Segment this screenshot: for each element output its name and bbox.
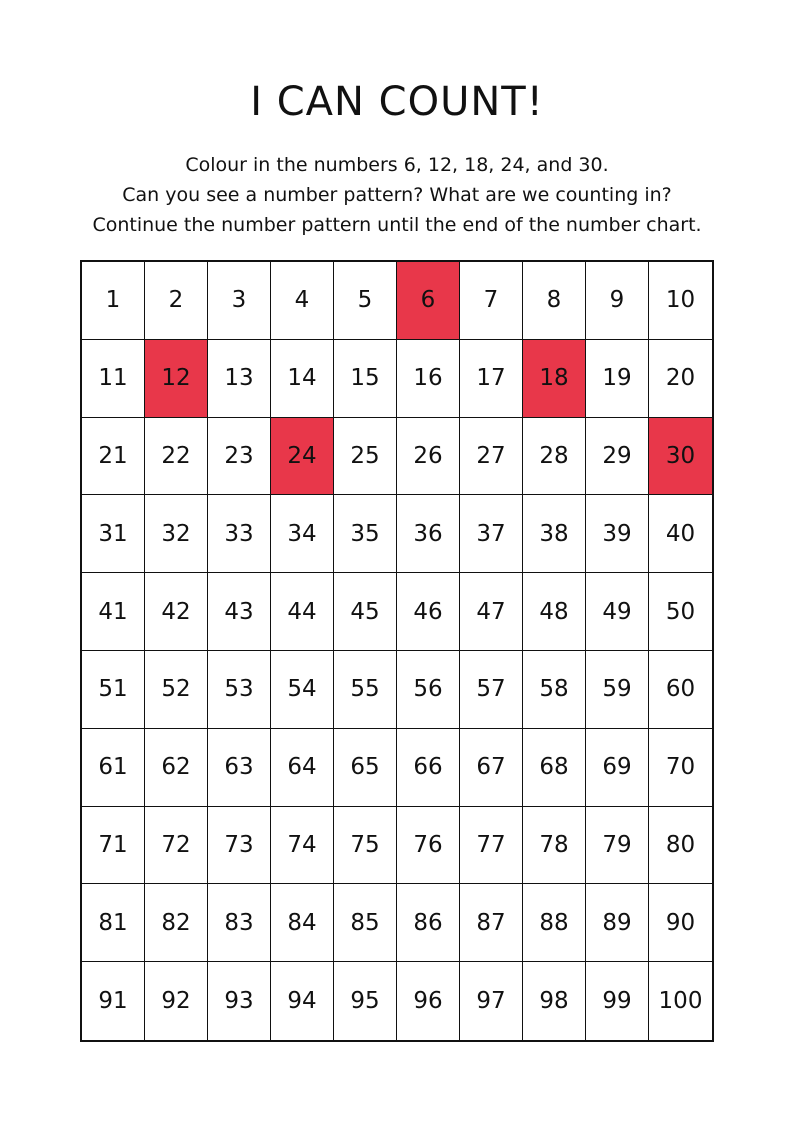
chart-cell[interactable]: 79 bbox=[586, 807, 649, 885]
chart-cell[interactable]: 36 bbox=[397, 495, 460, 573]
chart-cell[interactable]: 88 bbox=[523, 884, 586, 962]
chart-cell[interactable]: 40 bbox=[649, 495, 712, 573]
chart-cell-coloured[interactable]: 24 bbox=[271, 418, 334, 496]
chart-cell[interactable]: 68 bbox=[523, 729, 586, 807]
chart-cell[interactable]: 43 bbox=[208, 573, 271, 651]
chart-cell[interactable]: 56 bbox=[397, 651, 460, 729]
chart-cell[interactable]: 14 bbox=[271, 340, 334, 418]
chart-cell[interactable]: 77 bbox=[460, 807, 523, 885]
chart-cell[interactable]: 39 bbox=[586, 495, 649, 573]
chart-cell[interactable]: 75 bbox=[334, 807, 397, 885]
chart-cell[interactable]: 35 bbox=[334, 495, 397, 573]
chart-cell[interactable]: 73 bbox=[208, 807, 271, 885]
chart-cell[interactable]: 59 bbox=[586, 651, 649, 729]
chart-cell[interactable]: 10 bbox=[649, 262, 712, 340]
chart-cell[interactable]: 76 bbox=[397, 807, 460, 885]
chart-cell[interactable]: 70 bbox=[649, 729, 712, 807]
chart-cell[interactable]: 71 bbox=[82, 807, 145, 885]
chart-cell[interactable]: 28 bbox=[523, 418, 586, 496]
chart-cell[interactable]: 91 bbox=[82, 962, 145, 1040]
chart-cell[interactable]: 53 bbox=[208, 651, 271, 729]
chart-cell[interactable]: 93 bbox=[208, 962, 271, 1040]
chart-cell[interactable]: 99 bbox=[586, 962, 649, 1040]
chart-cell[interactable]: 38 bbox=[523, 495, 586, 573]
chart-cell[interactable]: 69 bbox=[586, 729, 649, 807]
chart-cell[interactable]: 67 bbox=[460, 729, 523, 807]
chart-cell[interactable]: 5 bbox=[334, 262, 397, 340]
chart-cell[interactable]: 8 bbox=[523, 262, 586, 340]
chart-cell[interactable]: 1 bbox=[82, 262, 145, 340]
chart-cell[interactable]: 50 bbox=[649, 573, 712, 651]
chart-cell[interactable]: 80 bbox=[649, 807, 712, 885]
chart-cell[interactable]: 44 bbox=[271, 573, 334, 651]
chart-cell[interactable]: 22 bbox=[145, 418, 208, 496]
chart-cell[interactable]: 60 bbox=[649, 651, 712, 729]
chart-cell[interactable]: 58 bbox=[523, 651, 586, 729]
chart-cell[interactable]: 16 bbox=[397, 340, 460, 418]
chart-cell[interactable]: 32 bbox=[145, 495, 208, 573]
chart-cell[interactable]: 37 bbox=[460, 495, 523, 573]
chart-cell[interactable]: 51 bbox=[82, 651, 145, 729]
chart-cell[interactable]: 66 bbox=[397, 729, 460, 807]
chart-cell[interactable]: 54 bbox=[271, 651, 334, 729]
instruction-line: Colour in the numbers 6, 12, 18, 24, and 30. bbox=[185, 154, 609, 176]
chart-cell[interactable]: 20 bbox=[649, 340, 712, 418]
chart-cell[interactable]: 49 bbox=[586, 573, 649, 651]
chart-cell[interactable]: 9 bbox=[586, 262, 649, 340]
chart-cell[interactable]: 82 bbox=[145, 884, 208, 962]
chart-cell[interactable]: 15 bbox=[334, 340, 397, 418]
worksheet-title: I CAN COUNT! bbox=[250, 79, 544, 125]
chart-cell[interactable]: 7 bbox=[460, 262, 523, 340]
chart-cell[interactable]: 46 bbox=[397, 573, 460, 651]
chart-cell[interactable]: 78 bbox=[523, 807, 586, 885]
chart-cell[interactable]: 97 bbox=[460, 962, 523, 1040]
chart-cell[interactable]: 87 bbox=[460, 884, 523, 962]
chart-cell[interactable]: 95 bbox=[334, 962, 397, 1040]
chart-cell[interactable]: 34 bbox=[271, 495, 334, 573]
chart-cell[interactable]: 55 bbox=[334, 651, 397, 729]
chart-cell[interactable]: 94 bbox=[271, 962, 334, 1040]
chart-cell[interactable]: 29 bbox=[586, 418, 649, 496]
instructions bbox=[0, 150, 794, 240]
chart-cell[interactable]: 4 bbox=[271, 262, 334, 340]
chart-cell[interactable]: 17 bbox=[460, 340, 523, 418]
chart-cell[interactable]: 25 bbox=[334, 418, 397, 496]
chart-cell[interactable]: 84 bbox=[271, 884, 334, 962]
instruction-line: Can you see a number pattern? What are we counting in? bbox=[122, 184, 672, 206]
chart-cell[interactable]: 2 bbox=[145, 262, 208, 340]
chart-cell[interactable]: 13 bbox=[208, 340, 271, 418]
chart-cell-coloured[interactable]: 12 bbox=[145, 340, 208, 418]
chart-cell[interactable]: 26 bbox=[397, 418, 460, 496]
hundred-chart bbox=[80, 260, 714, 1042]
chart-cell[interactable]: 45 bbox=[334, 573, 397, 651]
chart-cell[interactable]: 83 bbox=[208, 884, 271, 962]
chart-cell[interactable]: 27 bbox=[460, 418, 523, 496]
chart-cell-coloured[interactable]: 30 bbox=[649, 418, 712, 496]
chart-cell[interactable]: 21 bbox=[82, 418, 145, 496]
chart-cell[interactable]: 11 bbox=[82, 340, 145, 418]
chart-cell-coloured[interactable]: 6 bbox=[397, 262, 460, 340]
chart-cell[interactable]: 72 bbox=[145, 807, 208, 885]
chart-cell[interactable]: 81 bbox=[82, 884, 145, 962]
chart-cell[interactable]: 85 bbox=[334, 884, 397, 962]
chart-cell[interactable]: 86 bbox=[397, 884, 460, 962]
chart-cell[interactable]: 23 bbox=[208, 418, 271, 496]
chart-cell[interactable]: 96 bbox=[397, 962, 460, 1040]
chart-cell[interactable]: 33 bbox=[208, 495, 271, 573]
chart-cell[interactable]: 3 bbox=[208, 262, 271, 340]
chart-cell[interactable]: 61 bbox=[82, 729, 145, 807]
chart-cell[interactable]: 31 bbox=[82, 495, 145, 573]
chart-cell[interactable]: 47 bbox=[460, 573, 523, 651]
chart-cell-coloured[interactable]: 18 bbox=[523, 340, 586, 418]
chart-cell[interactable]: 42 bbox=[145, 573, 208, 651]
chart-cell[interactable]: 41 bbox=[82, 573, 145, 651]
chart-cell[interactable]: 92 bbox=[145, 962, 208, 1040]
chart-cell[interactable]: 48 bbox=[523, 573, 586, 651]
chart-cell[interactable]: 89 bbox=[586, 884, 649, 962]
chart-cell[interactable]: 63 bbox=[208, 729, 271, 807]
chart-cell[interactable]: 65 bbox=[334, 729, 397, 807]
chart-cell[interactable]: 19 bbox=[586, 340, 649, 418]
chart-cell[interactable]: 90 bbox=[649, 884, 712, 962]
chart-cell[interactable]: 74 bbox=[271, 807, 334, 885]
chart-cell[interactable]: 57 bbox=[460, 651, 523, 729]
chart-cell[interactable]: 62 bbox=[145, 729, 208, 807]
instruction-line: Continue the number pattern until the end of the number chart. bbox=[92, 214, 702, 236]
chart-cell[interactable]: 52 bbox=[145, 651, 208, 729]
chart-cell[interactable]: 100 bbox=[649, 962, 712, 1040]
chart-cell[interactable]: 98 bbox=[523, 962, 586, 1040]
chart-cell[interactable]: 64 bbox=[271, 729, 334, 807]
